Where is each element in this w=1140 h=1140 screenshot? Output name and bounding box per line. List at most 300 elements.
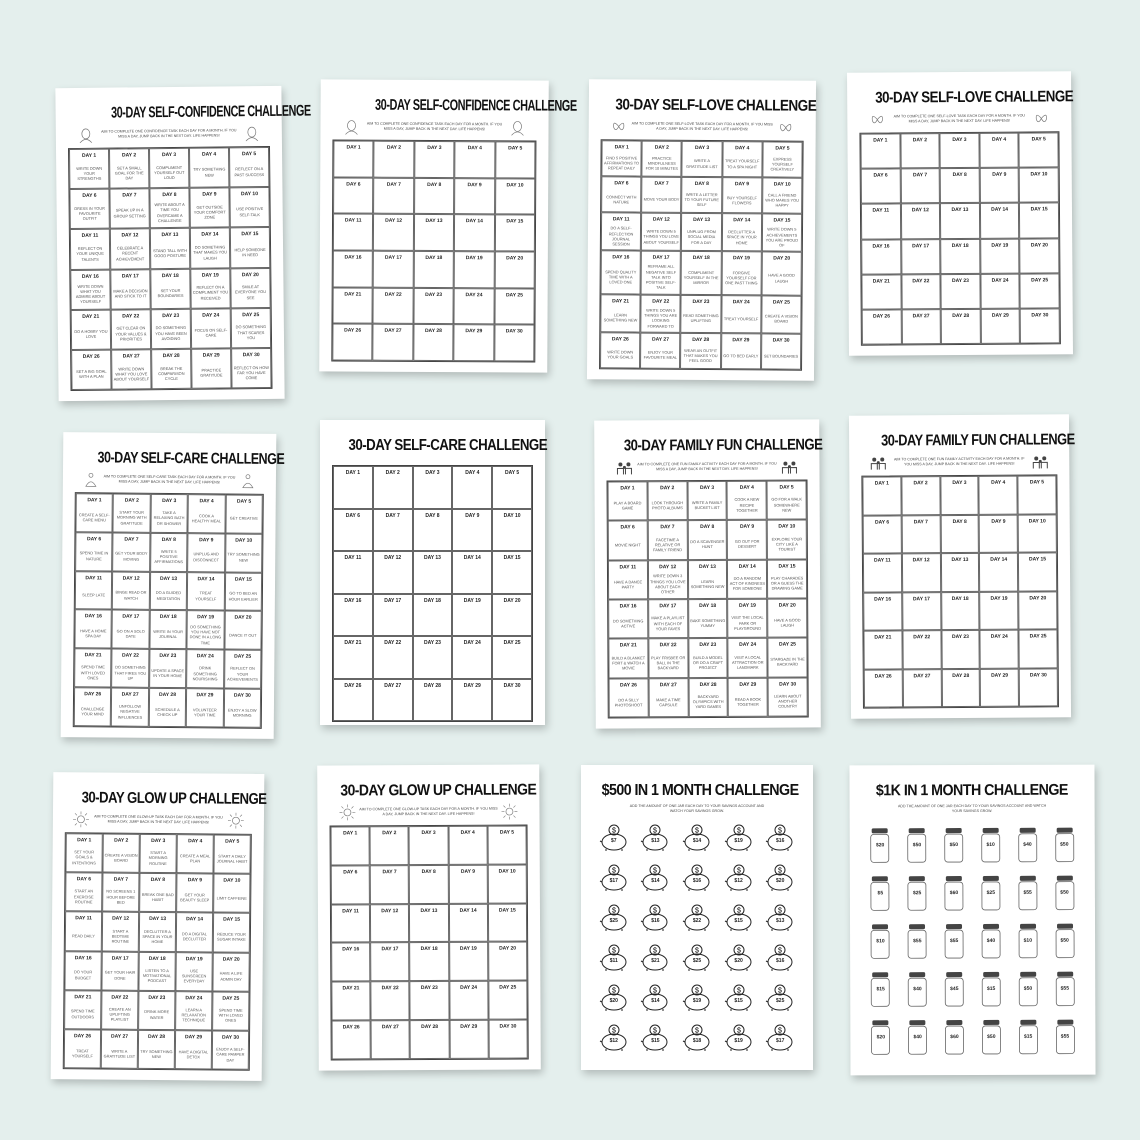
piggy-bank-icon [763, 823, 797, 853]
day-cell [187, 572, 225, 611]
mason-jar-icon [980, 827, 1002, 863]
day-cell [102, 834, 139, 873]
challenge-page [320, 420, 548, 725]
savings-amount: $55 [1023, 889, 1032, 896]
day-label: DAY 25 [505, 292, 523, 299]
day-cell [230, 227, 270, 268]
page-title: 30-DAY SELF-CONFIDENCE CHALLENGE [375, 96, 577, 115]
savings-amount: $19 [692, 997, 702, 1004]
day-task: WRITE 5 POSITIVE AFFIRMATIONS [154, 548, 184, 565]
day-label: DAY 8 [425, 512, 440, 519]
svg-text:$: $ [736, 1027, 741, 1035]
sun-icon [73, 811, 89, 827]
day-label: DAY 11 [81, 233, 99, 240]
day-cell [727, 481, 767, 521]
day-cell [601, 176, 641, 212]
mason-jar-icon [1054, 970, 1076, 1006]
day-label: DAY 1 [87, 497, 102, 504]
day-label: DAY 5 [775, 145, 790, 152]
woman-sketch-icon [343, 119, 359, 135]
day-label: DAY 4 [460, 829, 475, 836]
day-task: SPEAK UP IN A GROUP SETTING [113, 207, 146, 219]
day-cell [149, 649, 187, 688]
day-label: DAY 20 [778, 602, 796, 609]
day-label: DAY 9 [460, 868, 476, 875]
day-label: DAY 30 [499, 1023, 517, 1030]
challenge-page [55, 86, 311, 401]
day-cell [333, 140, 374, 177]
svg-text:$: $ [695, 827, 699, 835]
day-cell [492, 594, 532, 637]
day-cell [762, 141, 802, 177]
day-label: DAY 13 [424, 555, 441, 561]
day-task: START A MORNING ROUTINE [148, 850, 168, 866]
savings-amount: $21 [651, 957, 660, 964]
day-cell [680, 333, 720, 369]
mason-jar-icon [980, 1019, 1002, 1055]
day-label: DAY 7 [113, 876, 129, 883]
sun-icon [228, 813, 244, 829]
day-label: DAY 24 [732, 298, 750, 306]
challenge-page [51, 772, 265, 1081]
day-cell [150, 268, 190, 309]
day-cell [64, 951, 101, 990]
day-cell [370, 904, 409, 943]
page-title: 30-DAY SELF-CARE CHALLENGE [348, 437, 548, 454]
day-task: TRY SOMETHING NEW [193, 166, 226, 178]
savings-amount: $20 [876, 1034, 885, 1041]
woman-sketch-icon [243, 125, 259, 141]
piggy-bank-icon [597, 983, 631, 1013]
day-cell [941, 274, 981, 309]
day-label: DAY 9 [467, 181, 482, 188]
day-label: DAY 13 [161, 232, 179, 239]
day-label: DAY 26 [84, 691, 102, 698]
day-cell [722, 177, 762, 213]
piggy-bank-icon [638, 823, 672, 853]
day-task: LOOK THROUGH PHOTO ALBUMS [651, 500, 684, 511]
day-label: DAY 4 [991, 136, 1007, 143]
day-label: DAY 25 [234, 653, 252, 661]
day-label: DAY 27 [652, 336, 670, 343]
day-cell [149, 688, 187, 727]
day-cell [761, 252, 802, 296]
day-task: SPEND QUALITY TIME WITH A LOVED ONE [605, 269, 637, 285]
day-label: DAY 22 [381, 985, 399, 992]
day-label: DAY 25 [242, 311, 260, 318]
savings-amount: $16 [651, 917, 660, 924]
page-title: 30-DAY SELF-CONFIDENCE CHALLENGE [110, 102, 311, 122]
day-task: NO SCREENS 1 HOUR BEFORE BED [106, 888, 136, 905]
day-label: DAY 14 [990, 556, 1008, 563]
day-task: UNPLUG AND DISCONNECT [193, 551, 219, 563]
day-label: DAY 15 [223, 916, 241, 924]
page-instructions: AIM TO COMPLETE ONE SELF-LOVE TASK EACH DAY FOR A MONTH. IF YOU MISS A DAY, JUMP BACK IN THE NEXT DAY. LIFE HAPPENS! [631, 121, 773, 132]
day-label: DAY 11 [75, 915, 92, 922]
day-label: DAY 22 [384, 291, 402, 298]
day-cell [213, 874, 250, 913]
day-cell [175, 952, 212, 991]
day-label: DAY 15 [1030, 206, 1048, 213]
savings-amount: $10 [876, 938, 885, 945]
day-label: DAY 21 [84, 652, 102, 659]
day-label: DAY 17 [384, 597, 402, 604]
day-label: DAY 13 [149, 916, 167, 923]
piggy-bank-icon [722, 943, 756, 973]
day-task: WRITE DOWN YOUR STRENGTHS [76, 165, 103, 182]
day-cell [688, 678, 728, 718]
day-cell [1018, 514, 1057, 553]
day-label: DAY 7 [654, 180, 669, 187]
day-label: DAY 9 [992, 171, 1007, 178]
day-task: UPDATE A SPACE IN YOUR HOME [151, 667, 185, 679]
day-label: DAY 26 [74, 1033, 92, 1040]
savings-amount: $14 [692, 837, 702, 844]
day-task: DO A SILLY PHOTOSHOOT [614, 696, 643, 708]
day-cell [69, 149, 109, 190]
day-cell [413, 509, 453, 552]
day-label: DAY 14 [991, 206, 1009, 214]
day-cell [176, 834, 213, 873]
day-label: DAY 23 [692, 298, 710, 305]
day-label: DAY 27 [659, 681, 677, 688]
day-cell [139, 834, 176, 873]
savings-amount: $55 [949, 937, 959, 944]
day-label: DAY 24 [463, 640, 481, 646]
day-label: DAY 9 [199, 537, 214, 544]
day-label: DAY 8 [161, 536, 177, 543]
day-label: DAY 20 [499, 946, 517, 953]
day-cell [682, 141, 722, 177]
day-label: DAY 2 [124, 497, 139, 504]
day-cell [979, 476, 1018, 515]
day-label: DAY 16 [342, 946, 360, 953]
day-task: DO SOMETHING YOU HAVE NOT DONE IN A LONG TIME [189, 624, 222, 646]
day-label: DAY 9 [202, 191, 217, 198]
day-label: DAY 26 [342, 1024, 360, 1031]
svg-text:$: $ [695, 907, 699, 915]
day-label: DAY 6 [82, 192, 97, 200]
day-task: DO A HOBBY YOU LOVE [74, 328, 108, 340]
day-label: DAY 7 [913, 518, 928, 525]
day-task: SLEEP LATE [82, 592, 106, 598]
day-cell [768, 638, 808, 678]
day-cell [608, 481, 648, 521]
day-label: DAY 4 [199, 498, 214, 505]
day-cell [902, 553, 941, 592]
day-cell [139, 912, 176, 951]
day-cell [212, 1030, 249, 1069]
challenge-page [581, 765, 813, 1070]
day-cell [980, 591, 1019, 630]
savings-amount: $25 [986, 889, 995, 896]
day-task: GO ON A SOLO DATE [116, 628, 145, 640]
day-cell [940, 203, 980, 238]
day-task: TREAT YOURSELF [723, 315, 759, 322]
day-label: DAY 21 [342, 985, 360, 992]
day-label: DAY 15 [234, 576, 252, 583]
day-cell [111, 349, 151, 390]
day-task: GET CREATIVE [229, 515, 258, 522]
day-task: HAVE A GOOD LAUGH [774, 617, 801, 628]
day-label: DAY 27 [913, 672, 931, 679]
savings-amount: $20 [875, 842, 885, 849]
day-grid [607, 479, 809, 718]
day-label: DAY 27 [122, 353, 140, 360]
day-cell [900, 168, 940, 203]
day-label: DAY 2 [382, 830, 397, 837]
day-label: DAY 1 [346, 144, 361, 151]
day-task: WRITE DOWN 5 ACHIEVEMENTS YOU ARE PROUD OF [765, 226, 799, 248]
day-task: PRACTICE MINDFULNESS FOR 10 MINUTES [645, 155, 678, 172]
page-title-row [862, 781, 1083, 801]
day-cell [332, 324, 373, 361]
day-task: GET YOUR BEAUTY SLEEP [180, 892, 210, 903]
mason-jar-icon [1017, 1019, 1039, 1055]
day-task: STAND TALL WITH GOOD POSTURE [153, 247, 187, 259]
day-cell [641, 251, 682, 295]
day-cell [494, 288, 535, 325]
day-task: DO A RANDOM ACT OF KINDNESS FOR SOMEONE [729, 575, 765, 592]
day-cell [224, 611, 262, 650]
savings-amount: $50 [1060, 889, 1069, 896]
day-label: DAY 17 [111, 955, 129, 962]
day-label: DAY 3 [952, 136, 967, 144]
day-label: DAY 28 [952, 312, 970, 319]
day-label: DAY 10 [506, 182, 524, 189]
day-label: DAY 17 [912, 595, 930, 602]
day-label: DAY 26 [873, 313, 891, 320]
savings-amount: $50 [1060, 937, 1069, 944]
challenge-page [847, 71, 1073, 356]
mason-jar-icon [980, 971, 1002, 1007]
day-label: DAY 30 [772, 337, 790, 344]
day-label: DAY 8 [952, 518, 967, 525]
day-cell [149, 148, 189, 189]
day-label: DAY 23 [159, 653, 177, 660]
day-cell [333, 679, 373, 722]
day-cell [761, 295, 801, 333]
day-label: DAY 27 [121, 691, 139, 698]
day-cell [1020, 308, 1060, 343]
piggy-bank-icon [638, 983, 672, 1013]
day-label: DAY 12 [381, 907, 399, 914]
day-label: DAY 10 [498, 868, 516, 875]
day-cell [410, 942, 449, 981]
piggy-bank-icon [597, 863, 631, 893]
day-task: GET YOUR BODY MOVING [115, 551, 148, 562]
day-label: DAY 19 [465, 255, 483, 262]
day-label: DAY 5 [779, 484, 794, 491]
svg-text:$: $ [695, 987, 699, 995]
day-cell [448, 826, 487, 865]
day-label: DAY 21 [872, 278, 890, 285]
day-label: DAY 5 [241, 151, 257, 158]
day-label: DAY 26 [82, 353, 100, 360]
day-label: DAY 3 [427, 144, 442, 152]
day-label: DAY 26 [619, 682, 637, 689]
day-cell [1019, 132, 1059, 167]
day-task: WRITE A LETTER TO YOUR FUTURE SELF [684, 191, 719, 208]
day-label: DAY 28 [424, 682, 441, 689]
piggy-bank-icon [680, 943, 714, 973]
day-cell [65, 872, 102, 911]
day-label: DAY 4 [465, 470, 480, 476]
day-cell [102, 912, 139, 951]
day-cell [1020, 238, 1060, 273]
day-cell [74, 649, 112, 688]
day-grid [331, 139, 536, 362]
day-cell [488, 942, 527, 981]
sun-icon [339, 804, 355, 820]
day-cell [600, 294, 640, 332]
day-label: DAY 1 [614, 144, 629, 151]
savings-amount: $16 [692, 877, 702, 884]
day-task: DO SOMETHING THAT SCARES YOU [235, 324, 267, 341]
day-cell [449, 981, 488, 1020]
day-grid [599, 139, 804, 370]
day-label: DAY 7 [124, 536, 139, 543]
day-task: FOCUS ON SELF-CARE [194, 327, 228, 338]
day-cell [495, 141, 536, 178]
day-label: DAY 18 [420, 946, 438, 953]
day-cell [70, 229, 110, 270]
day-cell [861, 204, 901, 239]
day-label: DAY 16 [344, 254, 362, 261]
day-cell [601, 213, 641, 251]
mason-jar-icon [870, 971, 892, 1007]
day-task: USE SUNSCREEN EVERYDAY [181, 967, 207, 984]
day-cell [727, 559, 767, 599]
day-label: DAY 4 [991, 479, 1006, 486]
day-cell [940, 476, 979, 515]
day-cell [413, 288, 454, 325]
day-cell [688, 638, 728, 678]
day-task: BINGE READ OR WATCH [115, 589, 147, 601]
day-label: DAY 5 [1031, 136, 1046, 143]
savings-amount: $12 [734, 877, 743, 884]
day-label: DAY 24 [202, 312, 220, 319]
mason-jar-icon [906, 827, 928, 863]
day-cell [648, 638, 688, 678]
day-label: DAY 2 [386, 144, 402, 151]
page-instructions: ADD THE AMOUNT OF ONE JAR EACH DAY TO YOUR SAVINGS ACCOUNT AND WATCH YOUR SAVINGS GROW. [898, 803, 1047, 814]
svg-text:$: $ [778, 827, 783, 835]
sun-icon [502, 804, 518, 820]
day-label: DAY 7 [913, 172, 928, 179]
mason-jar-icon [1016, 827, 1038, 863]
day-label: DAY 12 [911, 207, 929, 214]
svg-text:$: $ [653, 1027, 658, 1035]
day-task: MOVIE NIGHT [614, 542, 641, 548]
piggy-bank-icon [763, 903, 797, 933]
day-label: DAY 9 [465, 512, 480, 519]
day-label: DAY 25 [778, 641, 796, 648]
day-cell [333, 466, 373, 509]
day-task: DANCE IT OUT [229, 632, 257, 638]
day-cell [494, 215, 535, 252]
day-label: DAY 1 [81, 152, 97, 159]
piggy-bank-icon [680, 863, 714, 893]
day-grid [859, 131, 1060, 345]
day-cell [225, 533, 263, 572]
mason-jar-icon [1054, 1018, 1076, 1054]
day-task: USE POSITIVE SELF-TALK [236, 206, 264, 218]
day-grid [332, 465, 533, 722]
day-label: DAY 2 [121, 152, 137, 159]
day-label: DAY 18 [161, 272, 179, 279]
piggy-bank-icon [722, 903, 756, 933]
page-title-row [859, 87, 1074, 107]
butterfly-icon [611, 118, 627, 134]
day-task: DO SOMETHING THAT FIRES YOU UP [114, 664, 147, 681]
day-cell [111, 688, 149, 727]
day-label: DAY 28 [148, 1033, 166, 1040]
page-title: $500 IN 1 MONTH CHALLENGE [601, 782, 799, 799]
day-label: DAY 29 [460, 1023, 478, 1030]
day-label: DAY 16 [344, 597, 362, 604]
day-cell [151, 308, 191, 349]
day-cell [64, 1029, 101, 1068]
day-label: DAY 30 [1031, 312, 1049, 319]
day-cell [648, 520, 688, 560]
day-label: DAY 18 [148, 955, 166, 962]
day-label: DAY 19 [732, 255, 750, 262]
day-task: HELP SOMEONE IN NEED [234, 246, 266, 258]
day-label: DAY 12 [384, 555, 402, 561]
day-cell [452, 679, 492, 722]
day-cell [213, 834, 250, 873]
day-label: DAY 13 [420, 907, 438, 914]
piggy-bank-icon [763, 1023, 797, 1053]
piggy-bank-icon [597, 903, 631, 933]
day-label: DAY 20 [1030, 241, 1048, 249]
day-label: DAY 30 [779, 681, 797, 688]
day-task: WRITE A GRATITUDE LIST [686, 158, 718, 169]
day-cell [138, 951, 175, 990]
day-cell [110, 269, 150, 310]
day-cell [901, 239, 941, 274]
mason-jar-icon [869, 827, 891, 863]
day-label: DAY 27 [381, 1024, 399, 1031]
day-label: DAY 22 [912, 277, 930, 284]
day-label: DAY 3 [421, 829, 436, 837]
piggy-bank-icon [638, 1023, 672, 1053]
savings-amount: $40 [986, 937, 996, 944]
day-task: HAVE A LIFE ADMIN DAY [219, 970, 243, 982]
mason-jar-icon [869, 923, 891, 959]
butterfly-icon [869, 112, 885, 128]
savings-amount: $11 [609, 957, 618, 964]
day-grid [68, 146, 273, 391]
day-task: SET A SMALL GOAL FOR THE DAY [114, 164, 144, 181]
day-task: REFLECT ON A COMPLIMENT YOU RECEIVED [192, 284, 229, 301]
day-cell [101, 951, 138, 990]
mason-jar-icon [943, 1019, 965, 1055]
day-cell [452, 551, 492, 594]
day-label: DAY 7 [382, 868, 397, 876]
savings-amount: $5 [877, 890, 884, 897]
day-label: DAY 25 [499, 984, 517, 991]
day-label: DAY 12 [122, 575, 140, 582]
day-label: DAY 5 [1029, 479, 1045, 486]
savings-amount: $15 [734, 917, 743, 924]
savings-amount: $15 [876, 986, 885, 993]
day-label: DAY 22 [384, 640, 402, 646]
day-cell [150, 494, 188, 533]
day-label: DAY 26 [344, 682, 362, 689]
day-label: DAY 18 [692, 255, 710, 262]
